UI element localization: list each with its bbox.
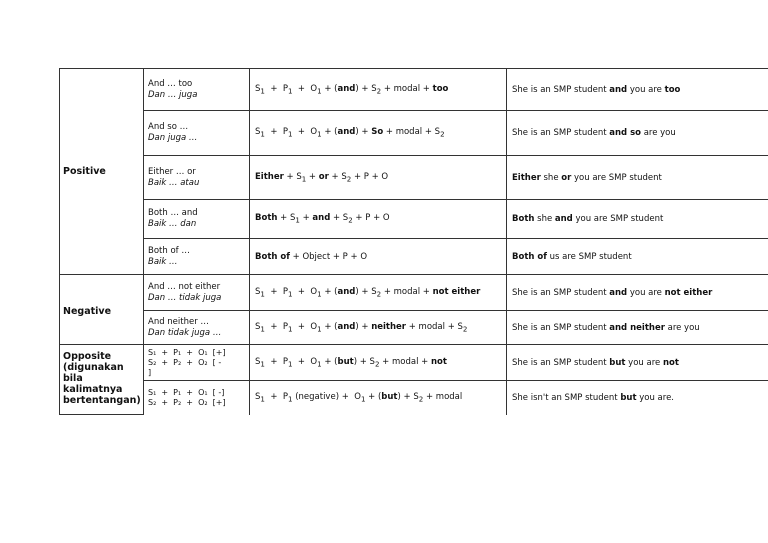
formula-cell: Both of + Object + P + O bbox=[250, 239, 507, 274]
table-row bbox=[144, 156, 768, 200]
conjunction-cell: Both … and Baik … dan bbox=[144, 200, 250, 238]
formula-cell: $S_1 + P_1 + O_1 + (and) + S_2$ + modal + not either bbox=[250, 275, 507, 310]
formula-cell: $S_1 + P_1 + O_1 + (and)$ + neither + modal + $S_2$ bbox=[250, 311, 507, 344]
group-positive bbox=[59, 69, 768, 275]
example-cell: Both she and you are SMP student bbox=[512, 214, 664, 224]
example-cell: Either she or you are SMP student bbox=[512, 172, 662, 183]
example-cell: She is an SMP student but you are not bbox=[512, 357, 679, 368]
table-row bbox=[144, 381, 768, 415]
category-label: Positive bbox=[59, 69, 144, 275]
table-row bbox=[144, 345, 768, 381]
example-cell: She is an SMP student and you are too bbox=[512, 84, 681, 95]
conjunction-cell: S₁ + P₁ + O₁ [+] S₂ + P₂ + O₂ [ - ] bbox=[144, 345, 250, 380]
conjunction-cell: And … not either Dan … tidak juga bbox=[144, 275, 250, 310]
table-row bbox=[144, 239, 768, 275]
group-opposite bbox=[59, 345, 768, 415]
conjunction-cell: Both of … Baik … bbox=[144, 239, 250, 274]
example-cell: She isn't an SMP student but you are. bbox=[512, 393, 675, 403]
example-cell: She is an SMP student and so are you bbox=[512, 128, 676, 138]
conjunction-cell: Either … or Baik … atau bbox=[144, 156, 250, 199]
category-label: Negative bbox=[59, 275, 144, 345]
formula-cell: Both + $S_1$ + and + $S_2 + P + O$ bbox=[250, 200, 507, 238]
table-row bbox=[144, 200, 768, 239]
formula-cell: Either + $S_1$ + or + $S_2 + P + O$ bbox=[250, 156, 507, 199]
conjunction-cell: And neither … Dan tidak juga … bbox=[144, 311, 250, 344]
table-row bbox=[144, 69, 768, 111]
category-label: Opposite (digunakan bila kalimatnya bertentangan) bbox=[59, 345, 144, 415]
conjunction-cell: And … too Dan … juga bbox=[144, 69, 250, 110]
table-row bbox=[144, 275, 768, 311]
table-row bbox=[144, 311, 768, 345]
group-negative bbox=[59, 275, 768, 345]
example-cell: She is an SMP student and neither are you bbox=[512, 322, 700, 333]
example-cell: She is an SMP student and you are not either bbox=[512, 287, 713, 298]
example-cell: Both of us are SMP student bbox=[512, 251, 632, 262]
conjunction-cell: And so … Dan juga … bbox=[144, 111, 250, 155]
table-row bbox=[144, 111, 768, 156]
conjunction-table bbox=[59, 68, 768, 415]
formula-cell: $S_1 + P_1 + O_1 + (but) + S_2$ + modal + not bbox=[250, 345, 507, 380]
formula-cell: $S_1 + P_1 + O_1 + (and) + S_2$ + modal + too bbox=[250, 69, 507, 110]
formula-cell: $S_1 + P_1$ (negative) + $O_1 + (but) + S_2$ + modal bbox=[250, 381, 507, 415]
conjunction-cell: S₁ + P₁ + O₁ [ -] S₂ + P₂ + O₂ [+] bbox=[144, 381, 250, 415]
formula-cell: $S_1 + P_1 + O_1 + (and) + So$ + modal + $S_2$ bbox=[250, 111, 507, 155]
